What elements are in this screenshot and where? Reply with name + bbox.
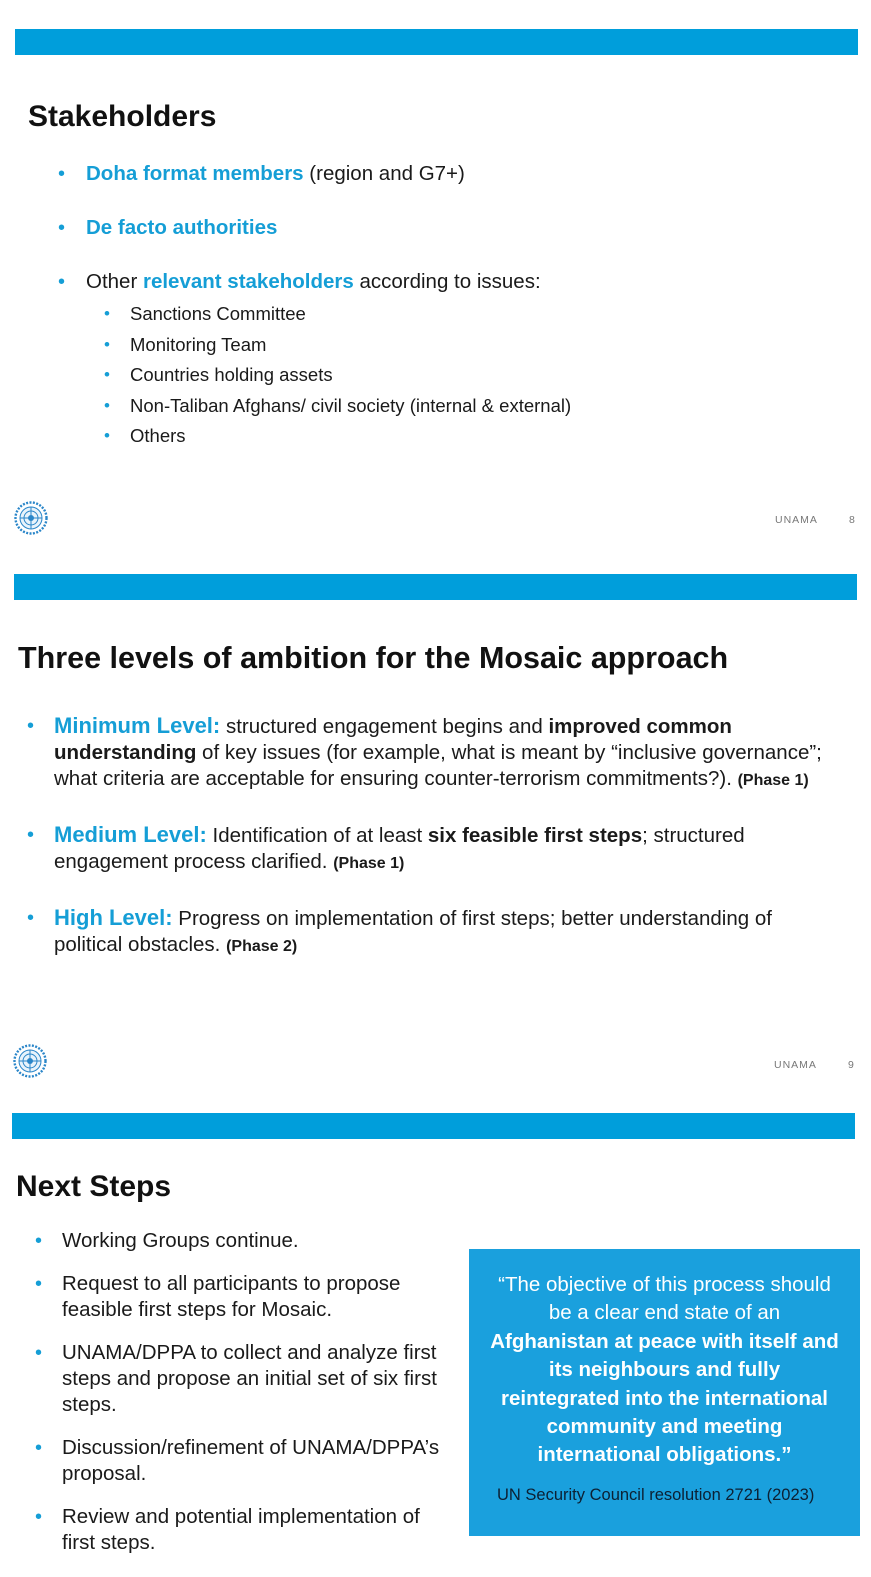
sub-list-item: • Non-Taliban Afghans/ civil society (internal & external)	[130, 391, 806, 422]
quote-box	[469, 1249, 860, 1536]
slide-title: Next Steps	[16, 1170, 172, 1203]
header-bar	[15, 29, 858, 55]
level-label: Medium Level:	[54, 822, 207, 847]
un-emblem-icon	[13, 500, 49, 536]
level-bold-text: improved common understanding	[54, 715, 732, 764]
list-item	[86, 268, 806, 452]
list-item: • Review and potential implementation of first steps.	[62, 1504, 452, 1556]
header-bar	[14, 574, 857, 600]
level-label: Minimum Level:	[54, 713, 221, 738]
level-label: High Level:	[54, 905, 173, 930]
list-item	[86, 214, 806, 242]
list-item: • UNAMA/DPPA to collect and analyze first steps and propose an initial set of six first steps.	[62, 1340, 452, 1418]
header-bar	[12, 1113, 855, 1139]
level-text: structured engagement begins and	[220, 715, 549, 738]
slide-title: Stakeholders	[28, 100, 217, 133]
sub-list-item: • Sanctions Committee	[130, 299, 806, 330]
level-bold-text: six feasible first steps	[427, 824, 643, 847]
list-item	[54, 905, 829, 960]
stakeholder-list	[86, 160, 806, 478]
slide-stakeholders	[0, 0, 871, 548]
level-text: Progress on implementation of first steps; better understanding of political obstacles.	[54, 907, 772, 956]
phase-label: (Phase 1)	[737, 772, 809, 789]
level-text: of key issues (for example, what is meant by “inclusive governance”; what criteria are acceptable for ensuring counter-terrorism commitments?).	[54, 741, 822, 790]
highlight-text: Doha format members	[86, 162, 304, 185]
list-item: • Working Groups continue.	[62, 1228, 452, 1254]
highlight-text: relevant stakeholders	[142, 270, 354, 293]
un-emblem-icon	[12, 1043, 48, 1079]
sub-list-item: • Others	[130, 421, 806, 452]
level-text: Identification of at least	[206, 824, 428, 847]
level-text: ; structured engagement process clarified.	[54, 824, 745, 873]
list-item: • Discussion/refinement of UNAMA/DPPA’s proposal.	[62, 1435, 452, 1487]
phase-label: (Phase 1)	[333, 855, 405, 872]
page-number: 8	[849, 514, 855, 526]
quote-plain: “The objective of this process should be a clear end state of an	[498, 1273, 831, 1325]
phase-label: (Phase 2)	[226, 938, 298, 955]
item-text: according to issues:	[353, 270, 541, 293]
item-text: (region and G7+)	[303, 162, 465, 185]
footer-org: UNAMA	[774, 1059, 817, 1071]
quote-text	[487, 1271, 842, 1470]
levels-list	[54, 713, 829, 988]
slide-next-steps	[0, 1088, 871, 1577]
list-item	[54, 822, 829, 877]
footer-org: UNAMA	[775, 514, 818, 526]
sub-list-item: • Monitoring Team	[130, 330, 806, 361]
sub-list-item: • Countries holding assets	[130, 360, 806, 391]
list-item	[86, 160, 806, 188]
page-number: 9	[848, 1059, 854, 1071]
list-item: • Request to all participants to propose feasible first steps for Mosaic.	[62, 1271, 452, 1323]
item-prefix: Other	[86, 270, 143, 293]
slide-title: Three levels of ambition for the Mosaic approach	[18, 641, 729, 675]
next-steps-list	[62, 1228, 452, 1573]
sub-list	[130, 299, 806, 452]
highlight-text: De facto authorities	[86, 216, 278, 239]
quote-source: UN Security Council resolution 2721 (2023)	[497, 1486, 815, 1504]
slide-ambition-levels	[0, 548, 871, 1088]
list-item	[54, 713, 829, 794]
quote-bold: Afghanistan at peace with itself and its neighbours and fully reintegrated into the international community and meeting international obligations.”	[490, 1329, 839, 1467]
